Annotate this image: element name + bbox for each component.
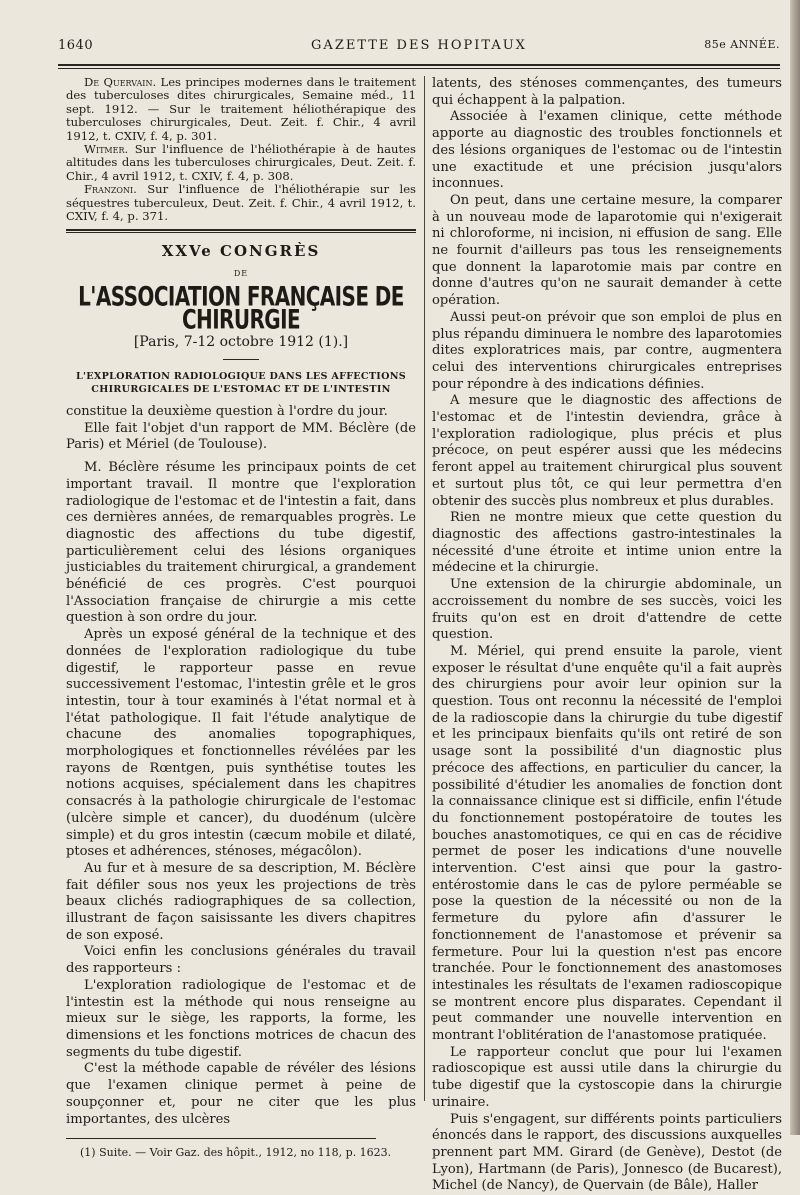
paragraph: Au fur et à mesure de sa description, M. Béclère fait défiler sous nos yeux les projections de très beaux clichés radiographiques de sa collection, illustrant de façon saisissante les divers chapitres de son exposé.: [66, 860, 416, 943]
reference-entry: Franzoni. Sur l'influence de l'héliothérapie sur les séquestres tuberculeux, Deut. Zeit. f. Chir., 4 avril 1912, t. CXIV, f. 4, p. 371.: [66, 182, 416, 224]
paragraph: A mesure que le diagnostic des affections de l'estomac et de l'intestin deviendra, grâce à l'exploration radiologique, plus précis et plus précoce, on peut espérer aussi que les médecins feront appel au traitement chirurgical plus souvent et surtout plus tôt, ce qui leur permettra d'en obtenir des succès plus nombreux et plus durables.: [432, 393, 782, 509]
paragraph: Après un exposé général de la technique et des données de l'exploration radiologique du tube digestif, le rapporteur passe en revue successivement l'estomac, l'intestin grêle et le gros intestin, tour à tour examinés à l'état normal et à l'état pathologique. Il fait l'étude analytique de chacune des anomalies topographiques, morphologiques et fonctionnelles révélées par les rayons de Rœntgen, puis synthétise toutes les notions acquises, spécialement dans les chapitres consacrés à la pathologie chirurgicale de l'estomac (ulcère simple et cancer), du duodénum (ulcère simple) et du gros intestin (cæcum mobile et dilaté, ptoses et adhérences, sténoses, mégacôlon).: [66, 627, 416, 860]
header-rule-thin: [58, 68, 780, 69]
section-divider: [66, 229, 416, 231]
paragraph: L'exploration radiologique de l'estomac et de l'intestin est la méthode qui nous renseigne au mieux sur le siège, les rapports, la forme, les dimensions et les fonctions motrices de chacun des segments du tube digestif.: [66, 977, 416, 1060]
column-divider: [424, 76, 425, 1101]
section-divider-thin: [66, 232, 416, 233]
short-divider: [223, 359, 259, 360]
paragraph: M. Béclère résume les principaux points de cet important travail. Il montre que l'exploration radiologique de l'estomac et de l'intestin a fait, dans ces dernières années, de remarquables progrès. Le diagnostic des affections du tube digestif, particulièrement celui des lésions organiques justiciables du traitement chirurgical, a grandement bénéficié de ces progrès. C'est pourquoi l'Association française de chirurgie a mis cette question à son ordre du jour.: [66, 460, 416, 626]
paragraph: C'est la méthode capable de révéler des lésions que l'examen clinique permet à peine de soupçonner et, pour ne citer que les plus importantes, des ulcères: [66, 1061, 416, 1127]
volume-year: 85e ANNÉE.: [704, 38, 780, 51]
paragraph: Elle fait l'objet d'un rapport de MM. Béclère (de Paris) et Mériel (de Toulouse).: [66, 420, 416, 453]
paragraph: Associée à l'examen clinique, cette méthode apporte au diagnostic des troubles fonctionnels et des lésions organiques de l'estomac ou de l'intestin une exactitude et une précision jusqu'alors inconnues.: [432, 109, 782, 192]
paragraph: Rien ne montre mieux que cette question du diagnostic des affections gastro-intestinales la nécessité d'une étroite et intime union entre la médecine et la chirurgie.: [432, 510, 782, 576]
congress-de: DE: [233, 269, 249, 279]
page-number: 1640: [58, 38, 94, 53]
footnote-rule: [66, 1138, 376, 1139]
page-edge: [790, 0, 800, 1135]
paragraph: M. Mériel, qui prend ensuite la parole, vient exposer le résultat d'une enquête qu'il a fait auprès des chirurgiens pour avoir leur opinion sur la question. Tous ont reconnu la nécessité de l'emploi de la radioscopie dans la chirurgie du tube digestif et les principaux bienfaits qu'ils ont retiré de son usage sont la possibilité d'un diagnostic plus précoce des affections, en particulier du cancer, la possibilité d'étudier les anomalies de fonction dont la connaissance clinique est si difficile, enfin l'étude du fonctionnement postopératoire de toutes les bouches anastomotiques, ce qui en cas de récidive permet de poser les indications d'une nouvelle intervention. C'est ainsi que pour la gastro-entérostomie dans le cas de pylore perméable se pose la question de la nécessité ou non de la fermeture du pylore afin d'assurer le fonctionnement de l'anastomose et prévenir sa fermeture. Pour lui la question n'est pas encore tranchée. Pour le fonctionnement des anastomoses intestinales les résultats de l'examen radioscopique se montrent encore plus disparates. Cependant il peut commander une nouvelle intervention en montrant l'oblitération de l'anastomose pratiquée.: [432, 643, 782, 1044]
paragraph: On peut, dans une certaine mesure, la comparer à un nouveau mode de laparotomie qui n'exigerait ni chloroforme, ni incision, ni effusion de sang. Elle ne fournit d'ailleurs pas tous les renseignements que donnent la laparotomie mais par contre en donne d'autres qu'on ne saurait demander à cette opération.: [432, 192, 782, 309]
section-subheading: L'EXPLORATION RADIOLOGIQUE DANS LES AFFECTIONS CHIRURGICALES DE L'ESTOMAC ET DE L'INTESTIN: [75, 370, 407, 395]
paragraph: Voici enfin les conclusions générales du travail des rapporteurs :: [66, 944, 416, 977]
paragraph: Aussi peut-on prévoir que son emploi de plus en plus répandu diminuera le nombre des laparotomies dites exploratrices mais, par contre, augmentera celui des interventions chirurgicales entreprises pour répondre à des indications définies.: [432, 309, 782, 392]
congress-title: XXVe CONGRÈS: [161, 242, 321, 261]
paragraph: Puis s'engagent, sur différents points particuliers énoncés dans le rapport, des discussions auxquelles prennent part MM. Girard (de Genève), Destot (de Lyon), Hartmann (de Paris), Jonnesco (de Bucarest), Michel (de Nancy), de Quervain (de Bâle), Haller: [432, 1111, 782, 1194]
journal-title: GAZETTE DES HOPITAUX: [311, 38, 527, 53]
paragraph: Une extension de la chirurgie abdominale, un accroissement du nombre de ses succès, voici les fruits qu'on est en droit d'attendre de cette question.: [432, 577, 782, 643]
paragraph: constitue la deuxième question à l'ordre du jour.: [66, 403, 388, 419]
running-header: [58, 38, 780, 60]
reference-entry: Witmer. Sur l'influence de l'héliothérapie à de hautes altitudes dans les tuberculoses chirurgicales, Deut. Zeit. f. Chir., 4 avril 1912, t. CXIV, f. 4, p. 308.: [66, 142, 416, 183]
paragraph: latents, des sténoses commençantes, des tumeurs qui échappent à la palpation.: [432, 76, 782, 108]
reference-entry: De Quervain. Les principes modernes dans le traitement des tuberculoses dites chirurgicales, Semaine méd., 11 sept. 1912. — Sur le traitement héliothérapique des tuberculoses chirurgicales, Deut. Zeit. f. Chir., 4 avril 1912, t. CXIV, f. 4, p. 301.: [66, 75, 416, 143]
right-column: [432, 76, 782, 1195]
header-rule: [58, 64, 780, 66]
congress-dates: [Paris, 7-12 octobre 1912 (1).]: [133, 334, 349, 351]
left-column: [66, 76, 416, 1162]
association-title: L'ASSOCIATION FRANÇAISE DE CHIRURGIE: [78, 279, 404, 335]
paragraph: Le rapporteur conclut que pour lui l'examen radioscopique est aussi utile dans la chirurgie du tube digestif que la cystoscopie dans la chirurgie urinaire.: [432, 1044, 782, 1110]
footnote: (1) Suite. — Voir Gaz. des hôpit., 1912, no 118, p. 1623.: [80, 1146, 392, 1160]
